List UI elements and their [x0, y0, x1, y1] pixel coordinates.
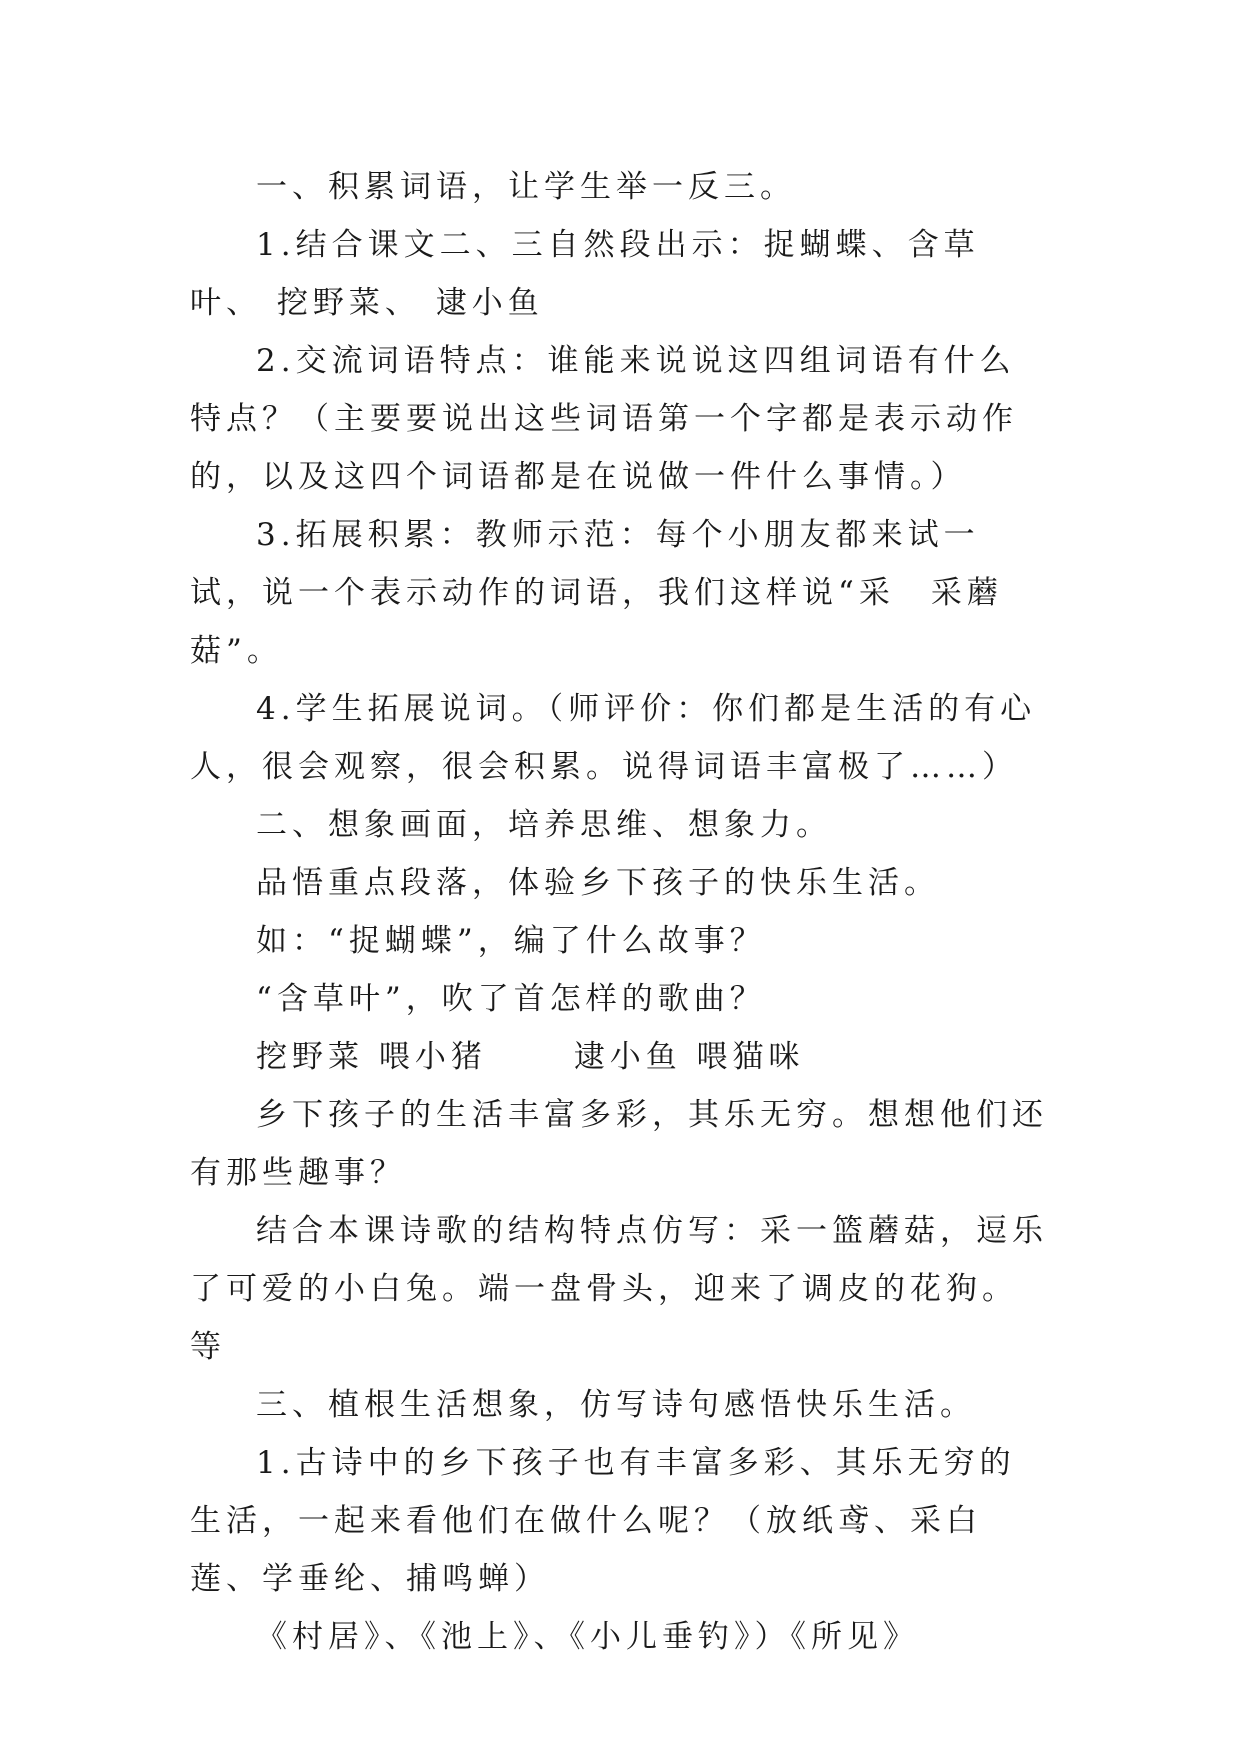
paragraph-step-1: 1.结合课文二、三自然段出示：捉蝴蝶、含草叶、 挖野菜、 逮小鱼 [190, 227, 980, 321]
paragraph-example-phrases: 挖野菜 喂小猪 逮小鱼 喂猫咪 [256, 1039, 805, 1075]
paragraph-poem-titles: 《村居》、《池上》、《小儿垂钓》）《所见》 [256, 1619, 919, 1655]
paragraph-step-4: 4.学生拓展说词。（师评价：你们都是生活的有心人，很会观察，很会积累。说得词语丰富极了……） [190, 691, 1037, 785]
section-heading-1: 一、积累词语，让学生举一反三。 [256, 169, 796, 205]
paragraph-step-2: 2.交流词语特点：谁能来说说这四组词语有什么特点？（主要要说出这些词语第一个字都是表示动作的，以及这四个词语都是在说做一件什么事情。） [190, 343, 1018, 495]
paragraph-key-passage: 品悟重点段落，体验乡下孩子的快乐生活。 [256, 865, 940, 901]
document-body [190, 158, 1050, 1666]
paragraph-ancient-poems: 1.古诗中的乡下孩子也有丰富多彩、其乐无穷的生活，一起来看他们在做什么呢？（放纸鸢、采白莲、学垂纶、捕鸣蝉） [190, 1445, 1016, 1597]
paragraph-rural-life: 乡下孩子的生活丰富多彩，其乐无穷。想想他们还有那些趣事？ [190, 1097, 1048, 1191]
paragraph-example-butterfly: 如：“捉蝴蝶”，编了什么故事？ [256, 923, 766, 959]
paragraph-imitation-writing: 结合本课诗歌的结构特点仿写：采一篮蘑菇，逗乐了可爱的小白兔。端一盘骨头，迎来了调皮的花狗。等 [190, 1213, 1048, 1365]
paragraph-example-grass-leaf: “含草叶”，吹了首怎样的歌曲？ [256, 981, 766, 1017]
section-heading-3: 三、植根生活想象，仿写诗句感悟快乐生活。 [256, 1387, 976, 1423]
section-heading-2: 二、想象画面，培养思维、想象力。 [256, 807, 832, 843]
paragraph-step-3: 3.拓展积累：教师示范：每个小朋友都来试一试，说一个表示动作的词语，我们这样说“采 采蘑菇”。 [190, 517, 1003, 669]
